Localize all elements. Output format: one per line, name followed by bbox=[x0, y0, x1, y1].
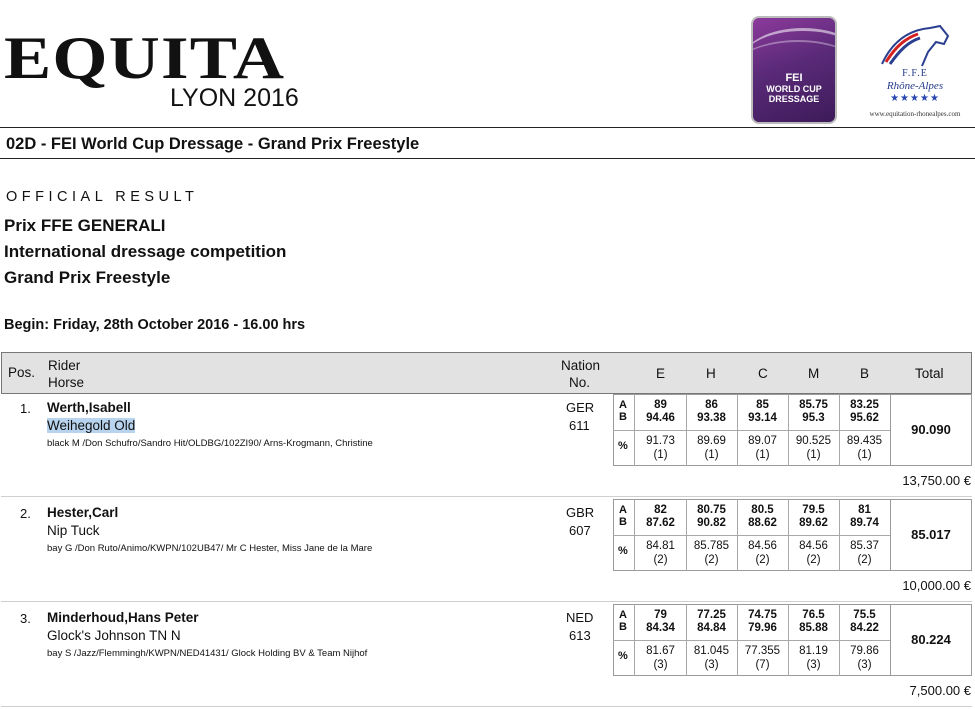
score-b-c: 88.62 bbox=[748, 517, 777, 529]
header-divider bbox=[0, 127, 975, 128]
pct-e: 84.81 bbox=[646, 540, 675, 552]
col-no: No. bbox=[569, 375, 591, 390]
prize-heading: Prix FFE GENERALI bbox=[4, 216, 166, 235]
pct-e: 91.73 bbox=[646, 435, 675, 447]
rank-m: (3) bbox=[806, 659, 821, 671]
rank-h: (1) bbox=[704, 449, 719, 461]
row-divider bbox=[1, 496, 972, 497]
rank-m: (1) bbox=[806, 449, 821, 461]
rider-name: Minderhoud,Hans Peter bbox=[47, 610, 199, 625]
label-b: B bbox=[619, 516, 627, 528]
score-a-m: 85.75 bbox=[799, 399, 828, 411]
horse-name: Nip Tuck bbox=[47, 523, 100, 538]
col-judge-e: E bbox=[656, 366, 666, 381]
pct-b: 89.435 bbox=[846, 435, 883, 447]
score-a-h: 86 bbox=[705, 399, 718, 411]
row-position: 3. bbox=[20, 611, 31, 626]
pct-m: 90.525 bbox=[795, 435, 832, 447]
col-rider: Rider bbox=[48, 358, 81, 373]
score-a-e: 82 bbox=[654, 504, 667, 516]
rank-h: (2) bbox=[704, 554, 719, 566]
horse-name: Weihegold Old bbox=[47, 418, 136, 433]
horse-details: black M /Don Schufro/Sandro Hit/OLDBG/102ZI90/ Arns-Krogmann, Christine bbox=[47, 438, 373, 449]
class-heading: Grand Prix Freestyle bbox=[4, 268, 171, 287]
col-total: Total bbox=[915, 366, 944, 381]
horse-details: bay S /Jazz/Flemmingh/KWPN/NED41431/ Glock Holding BV & Team Nijhof bbox=[47, 648, 368, 659]
rank-c: (2) bbox=[755, 554, 770, 566]
pct-h: 89.69 bbox=[697, 435, 726, 447]
fei-world-cup-dressage-logo bbox=[751, 16, 837, 124]
score-b-m: 89.62 bbox=[799, 517, 828, 529]
pct-e: 81.67 bbox=[646, 645, 675, 657]
col-horse: Horse bbox=[48, 375, 85, 390]
pct-m: 84.56 bbox=[799, 540, 828, 552]
prize-money: 7,500.00 € bbox=[909, 683, 971, 698]
ffe-rhone-alpes-logo bbox=[856, 22, 974, 126]
title-divider bbox=[0, 158, 975, 159]
prize-money: 13,750.00 € bbox=[902, 473, 971, 488]
label-pct: % bbox=[618, 440, 628, 452]
col-judge-c: C bbox=[758, 366, 768, 381]
rider-name: Werth,Isabell bbox=[47, 400, 131, 415]
score-a-b: 75.5 bbox=[853, 609, 876, 621]
equita-logo-subtitle: LYON 2016 bbox=[170, 84, 299, 112]
rank-m: (2) bbox=[806, 554, 821, 566]
pct-c: 89.07 bbox=[748, 435, 777, 447]
pct-b: 79.86 bbox=[850, 645, 879, 657]
pct-h: 81.045 bbox=[693, 645, 730, 657]
ffe-text: F.F.E bbox=[902, 68, 928, 79]
official-result-label: OFFICIAL RESULT bbox=[6, 189, 199, 205]
score-a-m: 79.5 bbox=[802, 504, 825, 516]
score-a-c: 85 bbox=[756, 399, 769, 411]
nation: NED bbox=[566, 610, 594, 625]
start-number: 611 bbox=[569, 418, 590, 433]
results-table-header bbox=[1, 352, 972, 394]
rank-b: (2) bbox=[857, 554, 872, 566]
rider-name: Hester,Carl bbox=[47, 505, 119, 520]
score-b-e: 94.46 bbox=[646, 412, 675, 424]
rank-b: (1) bbox=[857, 449, 872, 461]
row-position: 2. bbox=[20, 506, 31, 521]
col-judge-m: M bbox=[808, 366, 820, 381]
score-a-b: 81 bbox=[858, 504, 871, 516]
pct-m: 81.19 bbox=[799, 645, 828, 657]
score-a-e: 79 bbox=[654, 609, 667, 621]
begin-datetime: Begin: Friday, 28th October 2016 - 16.00 hrs bbox=[4, 317, 306, 333]
pct-b: 85.37 bbox=[850, 540, 879, 552]
score-a-c: 80.5 bbox=[751, 504, 774, 516]
competition-type-heading: International dressage competition bbox=[4, 242, 287, 261]
score-b-b: 84.22 bbox=[850, 622, 879, 634]
horse-head-icon bbox=[878, 24, 952, 68]
label-a: A bbox=[619, 399, 627, 411]
score-b-h: 90.82 bbox=[697, 517, 726, 529]
score-b-h: 84.84 bbox=[697, 622, 726, 634]
rank-e: (3) bbox=[653, 659, 668, 671]
pct-c: 77.355 bbox=[744, 645, 781, 657]
score-b-e: 84.34 bbox=[646, 622, 675, 634]
rank-e: (2) bbox=[653, 554, 668, 566]
rank-h: (3) bbox=[704, 659, 719, 671]
label-a: A bbox=[619, 504, 627, 516]
ffe-url[interactable]: www.equitation-rhonealpes.com bbox=[869, 110, 961, 118]
score-b-c: 93.14 bbox=[748, 412, 777, 424]
score-b-e: 87.62 bbox=[646, 517, 675, 529]
label-a: A bbox=[619, 609, 627, 621]
total-score: 80.224 bbox=[911, 632, 951, 647]
col-judge-b: B bbox=[860, 366, 870, 381]
score-a-h: 80.75 bbox=[697, 504, 726, 516]
ffe-stars: ★★★★★ bbox=[890, 93, 940, 104]
rank-e: (1) bbox=[653, 449, 668, 461]
row-divider bbox=[1, 601, 972, 602]
col-nation: Nation bbox=[561, 358, 601, 373]
nation: GBR bbox=[566, 505, 595, 520]
score-b-h: 93.38 bbox=[697, 412, 726, 424]
pct-h: 85.785 bbox=[693, 540, 730, 552]
nation: GER bbox=[566, 400, 595, 415]
start-number: 613 bbox=[569, 628, 591, 643]
total-score: 85.017 bbox=[911, 527, 951, 542]
col-judge-h: H bbox=[706, 366, 716, 381]
score-b-m: 95.3 bbox=[802, 412, 825, 424]
competition-title: 02D - FEI World Cup Dressage - Grand Prix Freestyle bbox=[6, 135, 420, 153]
prize-money: 10,000.00 € bbox=[902, 578, 971, 593]
row-divider bbox=[1, 706, 972, 707]
score-a-m: 76.5 bbox=[802, 609, 825, 621]
horse-name: Glock's Johnson TN N bbox=[47, 628, 181, 643]
badge-world-cup-text: WORLD CUP DRESSAGE bbox=[766, 84, 822, 104]
score-a-c: 74.75 bbox=[748, 609, 777, 621]
label-b: B bbox=[619, 621, 627, 633]
score-a-b: 83.25 bbox=[850, 399, 879, 411]
horse-details: bay G /Don Ruto/Animo/KWPN/102UB47/ Mr C Hester, Miss Jane de la Mare bbox=[47, 543, 373, 554]
score-b-c: 79.96 bbox=[748, 622, 777, 634]
ffe-region-text: Rhône-Alpes bbox=[886, 80, 944, 92]
label-b: B bbox=[619, 411, 627, 423]
col-pos: Pos. bbox=[8, 365, 36, 380]
score-b-b: 95.62 bbox=[850, 412, 879, 424]
equita-logo: EQUITA bbox=[4, 25, 286, 91]
row-position: 1. bbox=[20, 401, 31, 416]
score-b-m: 85.88 bbox=[799, 622, 828, 634]
score-a-h: 77.25 bbox=[697, 609, 726, 621]
rank-c: (7) bbox=[755, 659, 770, 671]
badge-fei-text: FEI bbox=[785, 72, 803, 84]
label-pct: % bbox=[618, 545, 628, 557]
start-number: 607 bbox=[569, 523, 591, 538]
total-score: 90.090 bbox=[911, 422, 951, 437]
score-b-b: 89.74 bbox=[850, 517, 879, 529]
rank-b: (3) bbox=[857, 659, 872, 671]
score-a-e: 89 bbox=[654, 399, 667, 411]
rank-c: (1) bbox=[755, 449, 770, 461]
pct-c: 84.56 bbox=[748, 540, 777, 552]
label-pct: % bbox=[618, 650, 628, 662]
